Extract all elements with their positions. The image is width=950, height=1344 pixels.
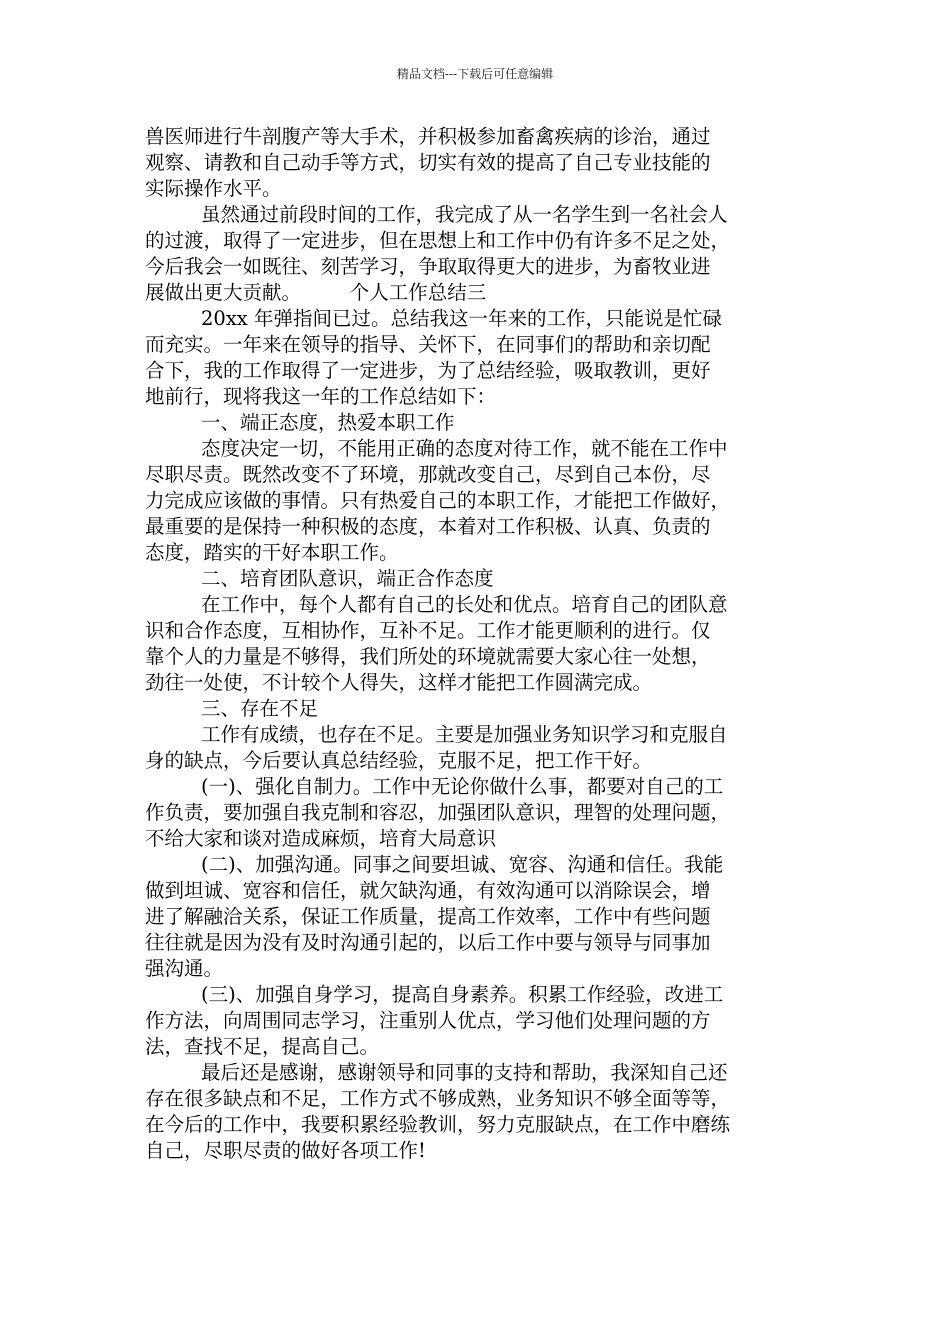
text-line: 身的缺点，今后要认真总结经验，克服不足，把工作干好。 — [145, 749, 653, 772]
text-line: 一、端正态度，热爱本职工作 — [201, 411, 455, 434]
text-line: (二)、加强沟通。同事之间要坦诚、宽容、沟通和信任。我能 — [201, 853, 724, 876]
text-line: 实际操作水平。 — [145, 177, 282, 200]
text-line: 自己，尽职尽责的做好各项工作! — [145, 1139, 426, 1162]
text-line: 劲往一处使，不计较个人得失，这样才能把工作圆满完成。 — [145, 671, 653, 694]
text-line: (一)、强化自制力。工作中无论你做什么事，都要对自己的工 — [201, 775, 724, 798]
text-line: 态度决定一切，不能用正确的态度对待工作，就不能在工作中 — [201, 437, 728, 460]
text-line: 识和合作态度，互相协作，互补不足。工作才能更顺利的进行。仅 — [145, 619, 711, 642]
text-line: 的过渡，取得了一定进步，但在思想上和工作中仍有许多不足之处， — [145, 229, 731, 252]
text-line: 作负责，要加强自我克制和容忍，加强团队意识，理智的处理问题， — [145, 801, 731, 824]
text-line: 靠个人的力量是不够得，我们所处的环境就需要大家心往一处想， — [145, 645, 711, 668]
text-line: 强沟通。 — [145, 957, 224, 980]
text-line: 合下，我的工作取得了一定进步，为了总结经验，吸取教训，更好 — [145, 359, 711, 382]
text-line: 三、存在不足 — [201, 697, 319, 720]
text-line: 作方法，向周围同志学习，注重别人优点，学习他们处理问题的方 — [145, 1009, 711, 1032]
text-line: 态度，踏实的干好本职工作。 — [145, 541, 399, 564]
text-line: 而充实。一年来在领导的指导、关怀下，在同事们的帮助和亲切配 — [145, 333, 711, 356]
text-line: 存在很多缺点和不足，工作方式不够成熟，业务知识不够全面等等， — [145, 1087, 731, 1110]
text-line: 做到坦诚、宽容和信任，就欠缺沟通，有效沟通可以消除误会，增 — [145, 879, 711, 902]
text-line: 法，查找不足，提高自己。 — [145, 1035, 380, 1058]
text-line: 进了解融洽关系，保证工作质量，提高工作效率，工作中有些问题 — [145, 905, 711, 928]
text-line: 今后我会一如既往、刻苦学习，争取取得更大的进步，为畜牧业进 — [145, 255, 711, 278]
text-line: 二、培育团队意识，端正合作态度 — [201, 567, 494, 590]
text-line: 尽职尽责。既然改变不了环境，那就改变自己，尽到自己本份，尽 — [145, 463, 711, 486]
text-line: 力完成应该做的事情。只有热爱自己的本职工作，才能把工作做好， — [145, 489, 731, 512]
text-line: 最后还是感谢，感谢领导和同事的支持和帮助，我深知自己还 — [201, 1061, 728, 1084]
text-line: 工作有成绩，也存在不足。主要是加强业务知识学习和克服自 — [201, 723, 728, 746]
text-line: 虽然通过前段时间的工作，我完成了从一名学生到一名社会人 — [201, 203, 728, 226]
text-line: 最重要的是保持一种积极的态度，本着对工作积极、认真、负责的 — [145, 515, 711, 538]
page-header: 精品文档---下载后可任意编辑 — [396, 67, 554, 81]
document-body — [145, 124, 817, 1164]
text-line: 在今后的工作中，我要积累经验教训，努力克服缺点，在工作中磨练 — [145, 1113, 731, 1136]
text-line: 在工作中，每个人都有自己的长处和优点。培育自己的团队意 — [201, 593, 728, 616]
text-line: 往往就是因为没有及时沟通引起的，以后工作中要与领导与同事加 — [145, 931, 711, 954]
text-line: 兽医师进行牛剖腹产等大手术，并积极参加畜禽疾病的诊治，通过 — [145, 125, 711, 148]
text-line: 展做出更大贡献。 个人工作总结三 — [145, 281, 487, 304]
text-line: 观察、请教和自己动手等方式，切实有效的提高了自己专业技能的 — [145, 151, 711, 174]
text-line: 不给大家和谈对造成麻烦，培育大局意识 — [145, 827, 497, 850]
text-line: (三)、加强自身学习，提高自身素养。积累工作经验，改进工 — [201, 983, 724, 1006]
text-line: 地前行，现将我这一年的工作总结如下： — [145, 385, 497, 408]
text-line: 20xx 年弹指间已过。总结我这一年来的工作，只能说是忙碌 — [201, 307, 723, 330]
